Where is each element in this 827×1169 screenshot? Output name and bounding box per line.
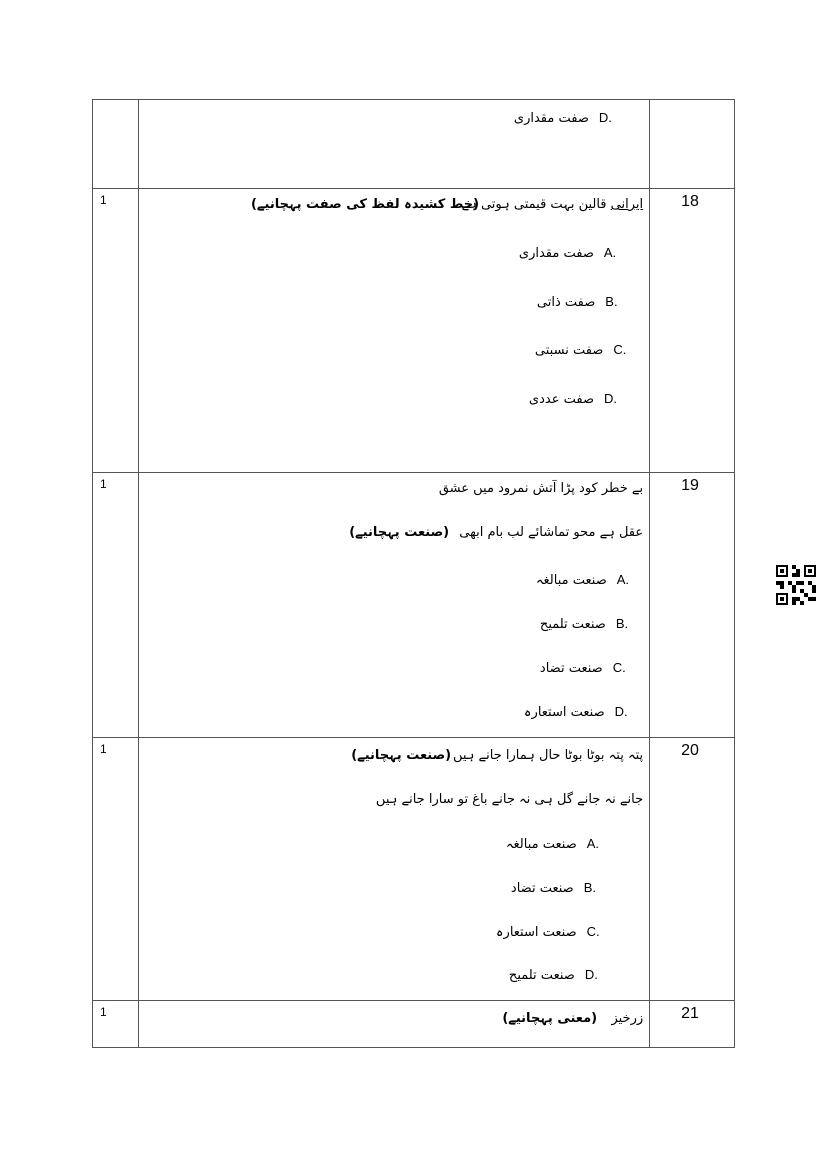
option-d <box>529 391 617 407</box>
instruction-text: (صنعت پہچانیے) <box>351 748 452 763</box>
option-a <box>519 245 616 261</box>
table-row <box>93 100 735 189</box>
question-number-cell: 18 <box>650 189 735 472</box>
option-text: صفت مقداری <box>518 246 594 261</box>
table-row <box>93 1001 735 1048</box>
question-cell <box>139 1001 650 1047</box>
table-row <box>93 473 735 738</box>
instruction-text: (خط کشیدہ لفظ کی صفت پہچانیے) <box>250 197 480 212</box>
question-cell <box>139 189 650 472</box>
marks-cell: 1 <box>93 473 139 737</box>
question-number-cell <box>650 100 735 188</box>
option-text: صنعت استعارہ <box>495 925 577 940</box>
option-text: صنعت مبالغہ <box>505 837 577 852</box>
option-text: صنعت تلمیح <box>508 968 575 983</box>
option-letter: A. <box>586 836 600 851</box>
marks-cell <box>93 100 139 188</box>
option-letter: D. <box>598 110 612 125</box>
option-text: صنعت تلمیح <box>539 617 606 632</box>
option-text: صفت نسبتی <box>534 343 604 358</box>
option-letter: A. <box>603 245 617 260</box>
option-letter: A. <box>616 572 630 587</box>
option-c <box>540 660 626 676</box>
option-b <box>511 880 596 896</box>
option-letter: B. <box>583 880 596 895</box>
option-text: صنعت استعارہ <box>523 705 605 720</box>
instruction-text: (معنی پہچانیے) <box>502 1011 598 1026</box>
question-number-cell: 20 <box>650 738 735 1000</box>
qr-code-icon <box>776 565 816 605</box>
option-a <box>506 836 599 852</box>
question-text: ایرانی قالین بہت قیمتی ہوتی ہے۔ <box>453 197 644 212</box>
option-c <box>496 924 600 940</box>
verse-line-2: عقل ہے محو تماشائے لب بام ابھی <box>459 525 644 540</box>
option-b <box>540 616 628 632</box>
marks-cell: 1 <box>93 189 139 472</box>
option-letter: D. <box>603 391 617 406</box>
question-cell <box>139 473 650 737</box>
marks-cell: 1 <box>93 738 139 1000</box>
option-d <box>524 704 628 720</box>
question-cell <box>139 738 650 1000</box>
option-d <box>514 110 612 126</box>
question-cell <box>139 100 650 188</box>
option-d <box>509 967 598 983</box>
option-b <box>537 294 618 310</box>
option-a <box>536 572 629 588</box>
question-text: زرخیز <box>611 1011 644 1026</box>
option-letter: D. <box>584 967 598 982</box>
option-letter: C. <box>586 924 600 939</box>
table-row <box>93 738 735 1001</box>
verse-line-1: بے خطر کود پڑا آتش نمرود میں عشق <box>438 481 644 496</box>
instruction-text: (صنعت پہچانیے) <box>349 525 450 540</box>
question-number-cell: 19 <box>650 473 735 737</box>
option-letter: C. <box>613 342 627 357</box>
option-c <box>535 342 626 358</box>
option-text: صفت ذاتی <box>536 295 596 310</box>
option-letter: C. <box>612 660 626 675</box>
option-text: صنعت تضاد <box>539 661 603 676</box>
table-row <box>93 189 735 473</box>
marks-cell: 1 <box>93 1001 139 1047</box>
option-letter: B. <box>605 294 618 309</box>
underlined-word: ایرانی <box>610 197 644 212</box>
verse-line-2: جانے نہ جانے گل ہی نہ جانے باغ تو سارا جانے ہیں <box>375 792 644 807</box>
verse-line-1: پتہ پتہ بوٹا بوٹا حال ہمارا جانے ہیں <box>452 748 644 763</box>
option-text: صنعت مبالغہ <box>535 573 607 588</box>
option-letter: D. <box>614 704 628 719</box>
option-letter: B. <box>615 616 629 631</box>
question-number-cell: 21 <box>650 1001 735 1047</box>
option-text: صنعت تضاد <box>510 881 574 896</box>
option-text: صفت عددی <box>528 392 594 407</box>
question-table <box>92 99 735 1048</box>
option-text: صفت مقداری <box>513 111 589 126</box>
